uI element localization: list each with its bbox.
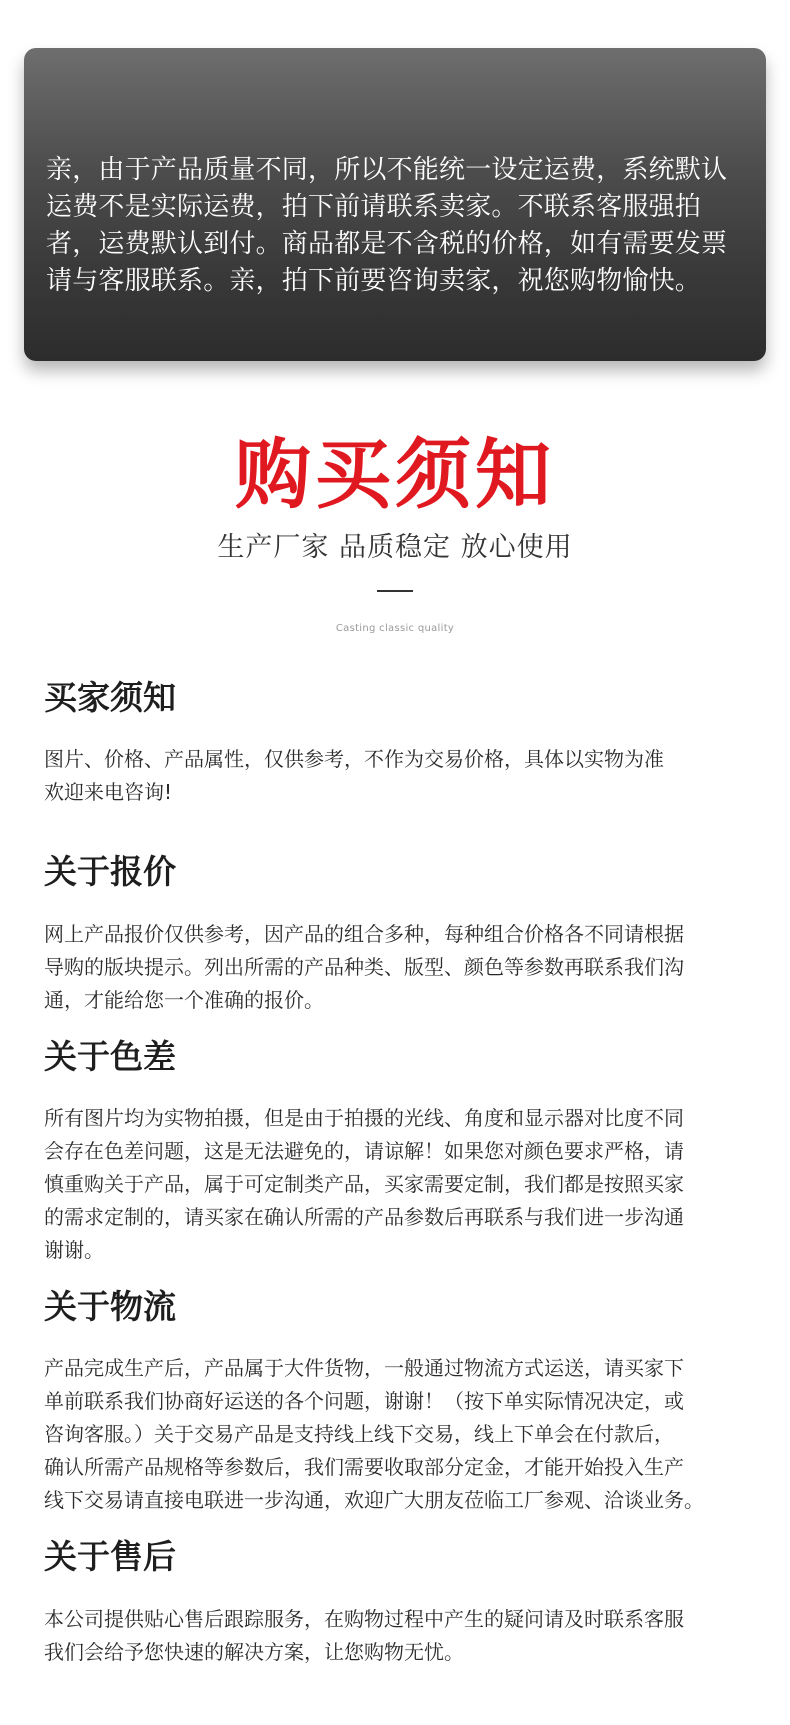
- shipping-notice-text: 亲，由于产品质量不同，所以不能统一设定运费，系统默认运费不是实际运费，拍下前请联系卖家。不联系客服强拍者，运费默认到付。商品都是不含税的价格，如有需要发票请与客服联系。亲，拍下前要咨询卖家，祝您购物愉快。: [46, 155, 728, 296]
- title-divider: [377, 590, 413, 592]
- section-heading-logistics: 关于物流: [44, 1287, 176, 1326]
- shipping-notice-card: [24, 48, 766, 361]
- section-body-buyer-notice: 图片、价格、产品属性，仅供参考，不作为交易价格，具体以实物为准 欢迎来电咨询!: [44, 747, 664, 804]
- section-heading-pricing: 关于报价: [44, 852, 176, 891]
- purchase-notice-subtitle: 生产厂家 品质稳定 放心使用: [217, 532, 573, 563]
- section-body-logistics: 产品完成生产后，产品属于大件货物，一般通过物流方式运送，请买家下 单前联系我们协商好运送的各个问题，谢谢！（按下单实际情况决定，或 咨询客服。）关于交易产品是支持线上线下交易，线上下单会在付款后， 确认所需产品规格等参数后，我们需要收取部分定金，才能开始投入生产 线下交易请直接电联进一步沟通，欢迎广大朋友莅临工厂参观、洽谈业务。: [44, 1356, 704, 1512]
- section-heading-color-difference: 关于色差: [44, 1037, 176, 1076]
- section-body-after-sales: 本公司提供贴心售后跟踪服务，在购物过程中产生的疑问请及时联系客服 我们会给予您快速的解决方案，让您购物无忧。: [44, 1607, 684, 1664]
- purchase-notice-tagline: Casting classic quality: [335, 623, 455, 634]
- section-heading-after-sales: 关于售后: [44, 1537, 176, 1576]
- section-body-pricing: 网上产品报价仅供参考，因产品的组合多种，每种组合价格各不同请根据 导购的版块提示。列出所需的产品种类、版型、颜色等参数再联系我们沟 通，才能给您一个准确的报价。: [44, 922, 684, 1012]
- section-heading-buyer-notice: 买家须知: [44, 678, 176, 717]
- section-body-color-difference: 所有图片均为实物拍摄，但是由于拍摄的光线、角度和显示器对比度不同 会存在色差问题，这是无法避免的，请谅解！如果您对颜色要求严格，请 慎重购关于产品，属于可定制类产品，买家需要定制，我们都是按照买家 的需求定制的，请买家在确认所需的产品参数后再联系与我们进一步沟通 谢谢。: [44, 1106, 684, 1262]
- purchase-notice-title: 购买须知: [235, 430, 555, 519]
